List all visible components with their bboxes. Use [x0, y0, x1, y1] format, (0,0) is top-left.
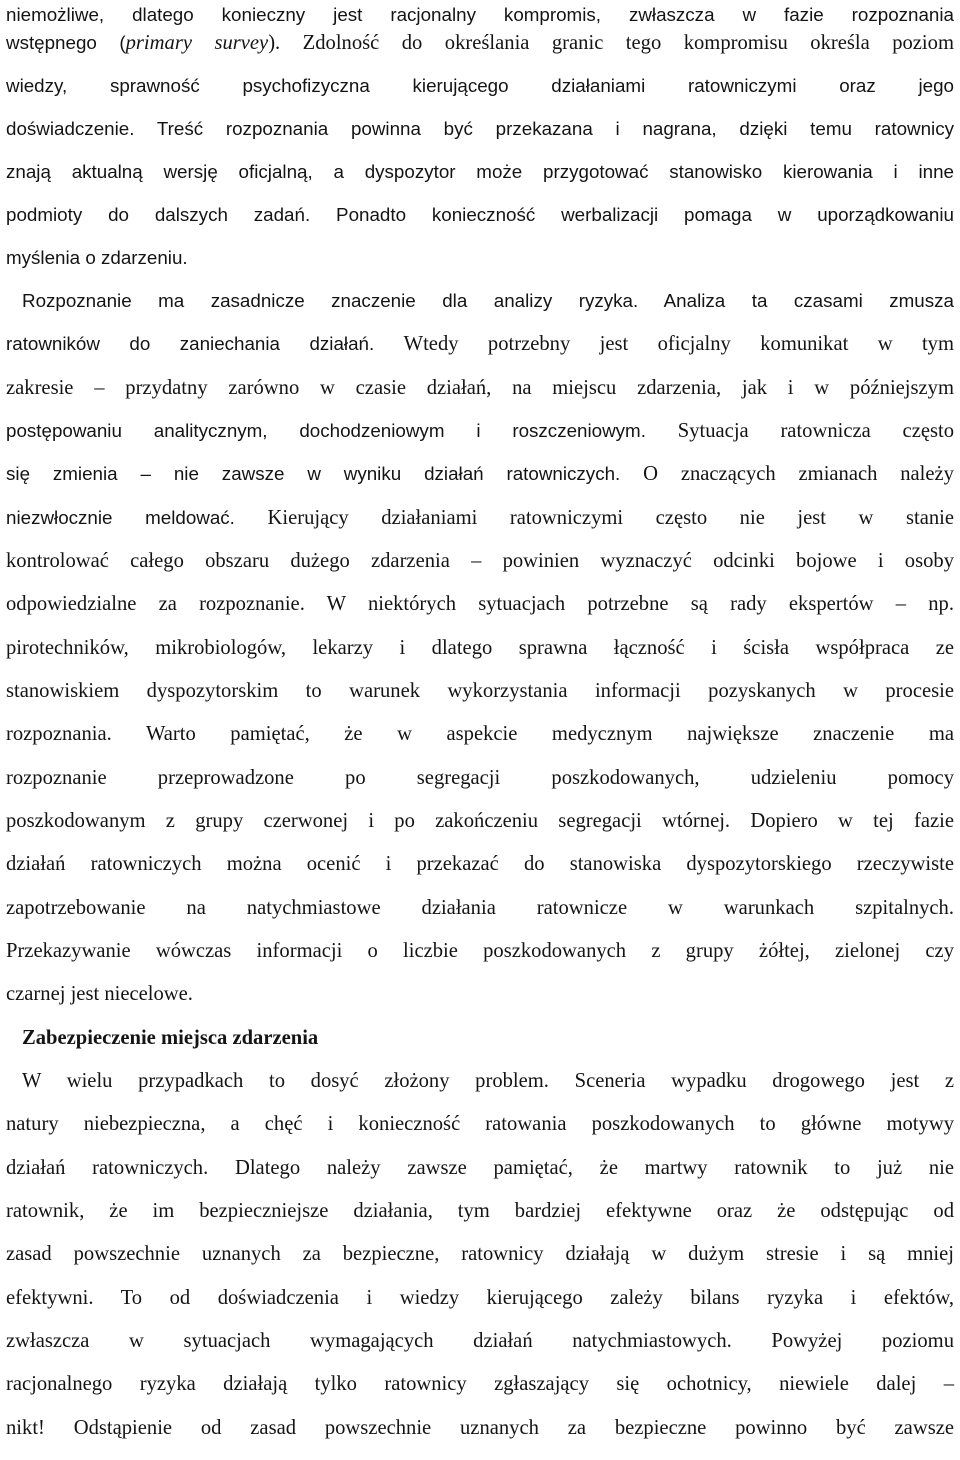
text-line: [6, 200, 954, 230]
text-run: znają aktualną wersję oficjalną, a dyspozytor może przygotować stanowisko kierowania i inne: [6, 161, 954, 182]
text-run: nikt! Odstąpienie od zasad powszechnie uznanych za bezpieczne powinno być zawsze: [6, 1417, 954, 1439]
text-line: [6, 243, 954, 273]
text-line: [6, 114, 954, 144]
text-line: [6, 633, 954, 663]
text-run: Kierujący działaniami ratowniczymi często nie jest w stanie: [267, 507, 955, 529]
text-line: [6, 1413, 954, 1443]
text-run: zasad powszechnie uznanych za bezpieczne, ratownicy działają w dużym stresie i są mniej: [6, 1243, 954, 1265]
text-run: kontrolować całego obszaru dużego zdarzenia – powinien wyznaczyć odcinki bojowe i osoby: [6, 550, 954, 572]
text-line: [6, 806, 954, 836]
text-run: wstępnego (: [6, 32, 126, 53]
text-run: zapotrzebowanie na natychmiastowe działania ratownicze w warunkach szpitalnych.: [6, 897, 954, 919]
text-run: doświadczenie.: [6, 118, 157, 139]
text-line: [6, 676, 954, 706]
text-run: racjonalnego ryzyka działają tylko ratownicy zgłaszający się ochotnicy, niewiele dalej –: [6, 1373, 954, 1395]
text-line: [6, 589, 954, 619]
text-line: [6, 1196, 954, 1226]
text-run: Sytuacja ratownicza często: [677, 420, 955, 442]
text-line: [6, 546, 954, 576]
text-line: [6, 373, 954, 403]
text-run: W wielu przypadkach to dosyć złożony problem. Sceneria wypadku drogowego jest z: [22, 1070, 954, 1092]
text-run: Rozpoznanie ma zasadnicze znaczenie dla analizy ryzyka.: [22, 290, 664, 311]
text-run: czarnej jest niecelowe.: [6, 983, 193, 1005]
text-run: Wtedy potrzebny jest oficjalny komunikat w tym: [403, 333, 954, 355]
text-line: [6, 1369, 954, 1399]
text-line: [6, 1153, 954, 1183]
section-heading-text: Zabezpieczenie miejsca zdarzenia: [22, 1027, 319, 1049]
text-line: [6, 459, 954, 489]
text-run-italic: primary survey: [125, 32, 269, 54]
text-line: [6, 71, 954, 101]
text-run: postępowaniu analitycznym, dochodzeniowym i roszczeniowym.: [6, 420, 678, 441]
text-line: [6, 1283, 954, 1313]
text-run: ratowników do zaniechania działań.: [6, 333, 404, 354]
text-line: [6, 979, 954, 1009]
text-run: myślenia o zdarzeniu.: [6, 247, 188, 268]
text-run: Analiza ta czasami zmusza: [663, 290, 954, 311]
text-run: poszkodowanym z grupy czerwonej i po zakończeniu segregacji wtórnej. Dopiero w tej fazie: [6, 810, 954, 832]
text-run: natury niebezpieczna, a chęć i konieczność ratowania poszkodowanych to główne motywy: [6, 1113, 954, 1135]
text-run: się zmienia – nie zawsze w wyniku działań ratowniczych.: [6, 463, 644, 484]
text-run: rozpoznania. Warto pamiętać, że w aspekcie medycznym największe znaczenie ma: [6, 723, 954, 745]
text-line: [6, 416, 954, 446]
text-line: [6, 763, 954, 793]
text-run: Treść rozpoznania powinna być przekazana i nagrana, dzięki temu ratownicy: [156, 118, 954, 139]
text-line: [6, 1239, 954, 1269]
text-run: zakresie – przydatny zarówno w czasie działań, na miejscu zdarzenia, jak i w późniejszym: [6, 377, 954, 399]
text-line: [6, 0, 954, 30]
text-run: niemożliwe, dlatego konieczny jest racjonalny kompromis, zwłaszcza w fazie rozpoznania: [6, 4, 954, 25]
text-run: ). Zdolność do określania granic tego kompromisu określa poziom: [268, 32, 954, 54]
text-line: [6, 329, 954, 359]
text-run: podmioty do dalszych zadań.: [6, 204, 337, 225]
text-run: działań ratowniczych można ocenić i przekazać do stanowiska dyspozytorskiego rzeczywiste: [6, 853, 954, 875]
text-line: [6, 1109, 954, 1139]
text-run: ratownik, że im bezpieczniejsze działania, tym bardziej efektywne oraz że odstępując od: [6, 1200, 954, 1222]
text-run: efektywni. To od doświadczenia i wiedzy kierującego zależy bilans ryzyka i efektów,: [6, 1287, 954, 1309]
section-heading: [22, 1023, 954, 1053]
text-run: pirotechników, mikrobiologów, lekarzy i dlatego sprawna łączność i ścisła współpraca ze: [6, 637, 954, 659]
text-line: [22, 286, 954, 316]
text-line: [6, 157, 954, 187]
text-line: [6, 503, 954, 533]
text-run: wiedzy, sprawność psychofizyczna kierującego działaniami ratowniczymi oraz jego: [6, 75, 954, 96]
text-line: [6, 849, 954, 879]
text-line: [6, 1326, 954, 1356]
text-line: [6, 936, 954, 966]
text-run: O znaczących zmianach należy: [643, 463, 954, 485]
text-line: [6, 719, 954, 749]
text-line: [6, 893, 954, 923]
text-line: [22, 1066, 954, 1096]
text-run: zwłaszcza w sytuacjach wymagających działań natychmiastowych. Powyżej poziomu: [6, 1330, 954, 1352]
text-line: [6, 28, 954, 58]
text-run: stanowiskiem dyspozytorskim to warunek wykorzystania informacji pozyskanych w procesie: [6, 680, 954, 702]
text-run: działań ratowniczych. Dlatego należy zawsze pamiętać, że martwy ratownik to już nie: [6, 1157, 954, 1179]
text-run: Przekazywanie wówczas informacji o liczbie poszkodowanych z grupy żółtej, zielonej czy: [6, 940, 954, 962]
text-run: Ponadto konieczność werbalizacji pomaga w uporządkowaniu: [336, 204, 954, 225]
text-run: odpowiedzialne za rozpoznanie. W niektórych sytuacjach potrzebne są rady ekspertów – np.: [6, 593, 954, 615]
text-run: niezwłocznie meldować.: [6, 507, 268, 528]
text-run: rozpoznanie przeprowadzone po segregacji poszkodowanych, udzieleniu pomocy: [6, 767, 954, 789]
